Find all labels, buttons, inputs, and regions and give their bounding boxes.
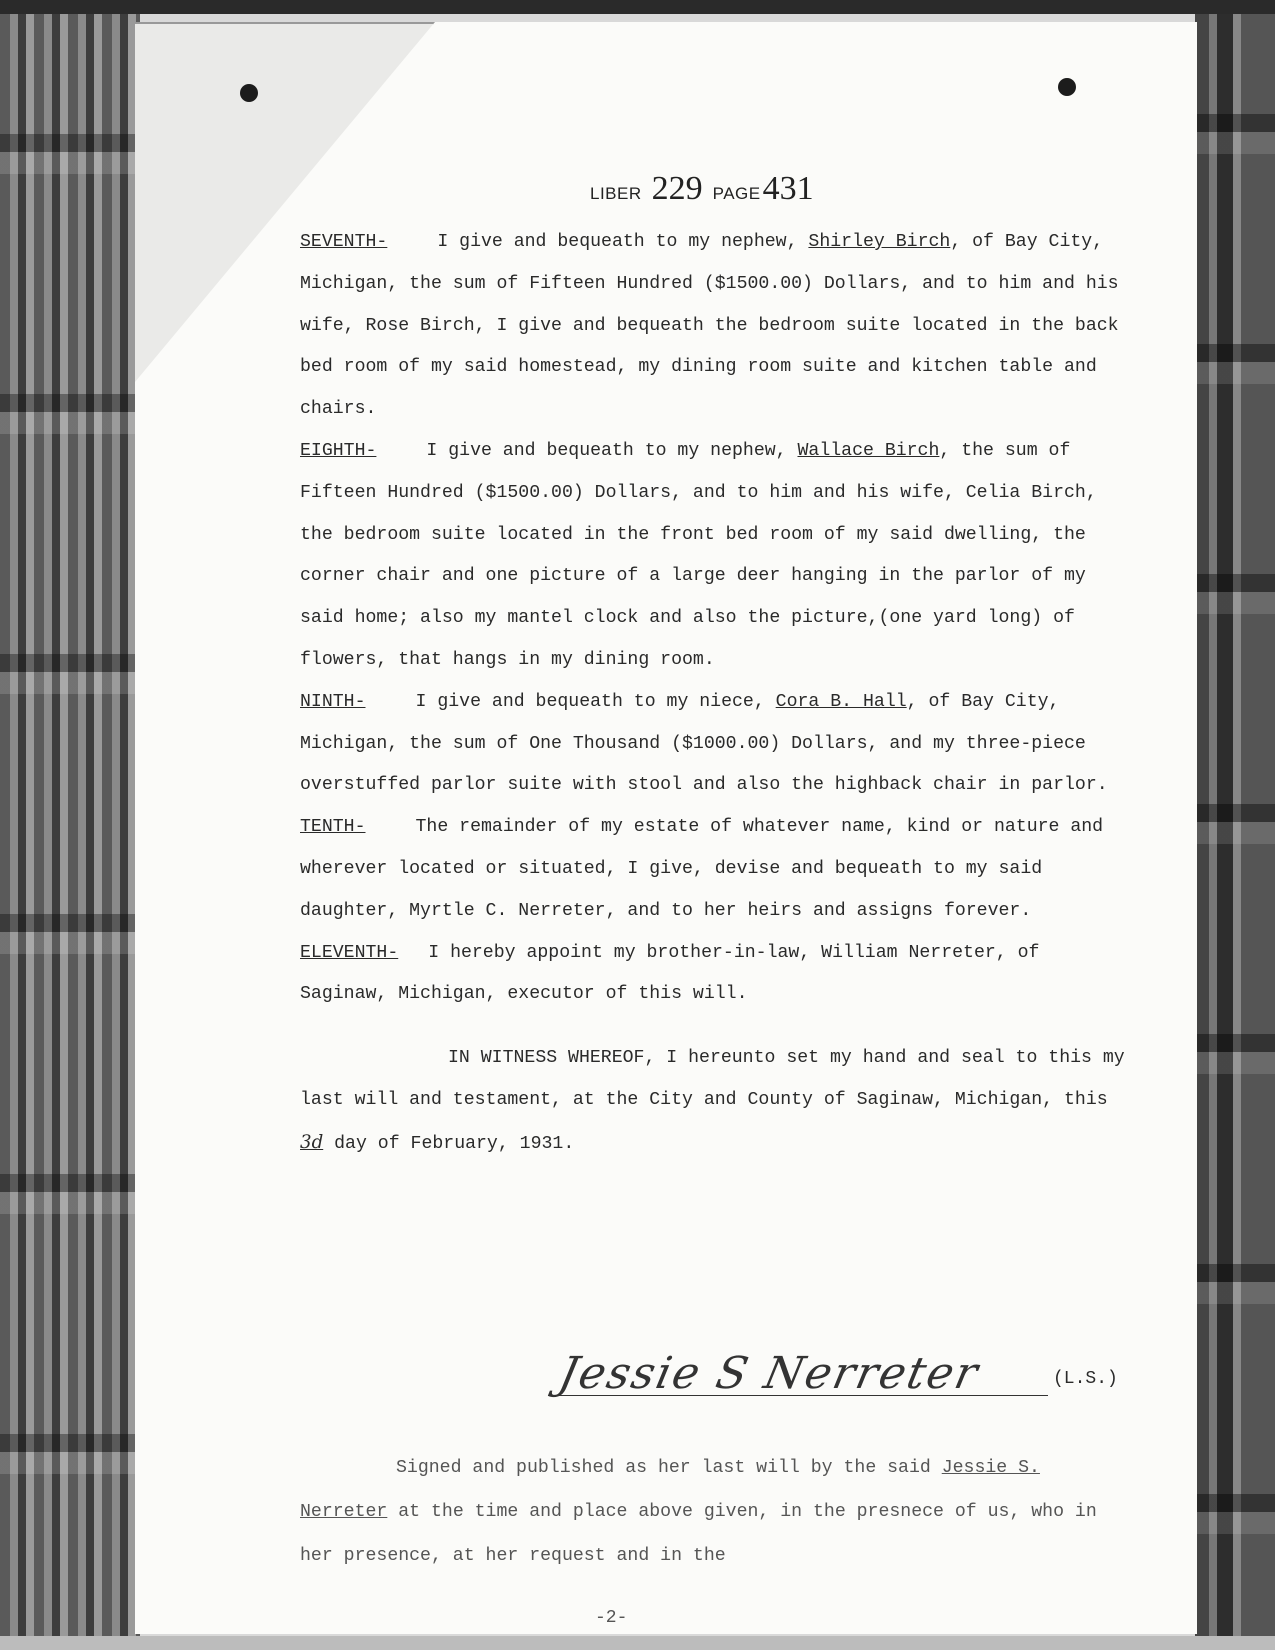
liber-page-header <box>590 170 820 208</box>
beneficiary-name: Shirley Birch <box>808 232 951 252</box>
witness-text: IN WITNESS WHEREOF, I hereunto set my hand and seal to this my last will and testament, at the City and County of Saginaw, Michigan, this <box>300 1048 1125 1110</box>
handwritten-signature: Jessie S Nerreter <box>554 1348 984 1399</box>
paragraph-intro: I give and bequeath to my nephew, <box>426 440 798 461</box>
attestation-rest: at the time and place above given, in the presnece of us, who in her presence, at her request and in the <box>300 1502 1097 1566</box>
paragraph-label: ELEVENTH- <box>300 942 399 963</box>
beneficiary-name: Wallace Birch <box>797 440 940 461</box>
paragraph-intro: I give and bequeath to my nephew, <box>437 232 809 252</box>
scan-top-edge <box>0 0 1275 14</box>
paragraph-seventh <box>300 222 1130 431</box>
paragraph-label: EIGHTH- <box>300 440 377 461</box>
will-body <box>300 222 1130 1166</box>
witness-date: day of February, 1931. <box>323 1133 575 1154</box>
attestation-clause <box>300 1446 1130 1578</box>
beneficiary-name: Cora B. Hall <box>775 691 907 712</box>
paragraph-eighth <box>300 431 1130 682</box>
paragraph-rest: , of Bay City, Michigan, the sum of Fifteen Hundred ($1500.00) Dollars, and to him and his wife, Rose Birch, I give and bequeath the bedroom suite located in the back bed room of my said homestead, my dining room suite and kitchen table and chairs. <box>300 232 1119 420</box>
attestation-text: Signed and published as her last will by the said <box>396 1458 942 1478</box>
paragraph-intro: I give and bequeath to my niece, <box>415 691 776 712</box>
scanner-left-strip <box>0 14 140 1636</box>
paragraph-intro: The remainder of my estate of whatever name, kind or nature and wherever located or situated, I give, devise and bequeath to my said daughter, Myrtle C. Nerreter, and to her heirs and assigns forever. <box>300 817 1104 921</box>
liber-number: 229 <box>651 170 703 207</box>
punch-hole-right <box>1058 78 1076 96</box>
punch-hole-left <box>240 84 258 102</box>
testator-name: Jessie S. Nerreter <box>300 1458 1040 1522</box>
seal-mark: (L.S.) <box>1053 1369 1118 1389</box>
paragraph-intro: I hereby appoint my brother-in-law, William Nerreter, of Saginaw, Michigan, executor of this will. <box>300 942 1040 1005</box>
witness-day: 3d <box>300 1131 324 1153</box>
witness-clause <box>300 1038 1130 1165</box>
paragraph-rest: , of Bay City, Michigan, the sum of One Thousand ($1000.00) Dollars, and my three-piece overstuffed parlor suite with stool and also the highback chair in parlor. <box>300 691 1108 796</box>
paragraph-rest: , the sum of Fifteen Hundred ($1500.00) Dollars, and to him and his wife, Celia Birch, the bedroom suite located in the front bed room of my said dwelling, the corner chair and one picture of a large deer hanging in the parlor of my said home; also my mantel clock and also the picture,(one yard long) of flowers, that hangs in my dining room. <box>300 440 1097 670</box>
paragraph-eleventh <box>300 933 1130 1017</box>
paragraph-label: NINTH- <box>300 691 366 712</box>
page-number-header: 431 <box>762 170 814 207</box>
paragraph-tenth <box>300 807 1130 932</box>
signature-line <box>548 1395 1048 1398</box>
page-label: PAGE <box>712 184 761 203</box>
paragraph-label: TENTH- <box>300 817 366 838</box>
scan-bottom-edge <box>0 1636 1275 1650</box>
page-footer: -2- <box>595 1608 628 1628</box>
paragraph-ninth <box>300 682 1130 807</box>
liber-label: LIBER <box>590 184 642 203</box>
scanner-right-strip <box>1195 14 1275 1636</box>
paragraph-label: SEVENTH- <box>300 232 388 252</box>
